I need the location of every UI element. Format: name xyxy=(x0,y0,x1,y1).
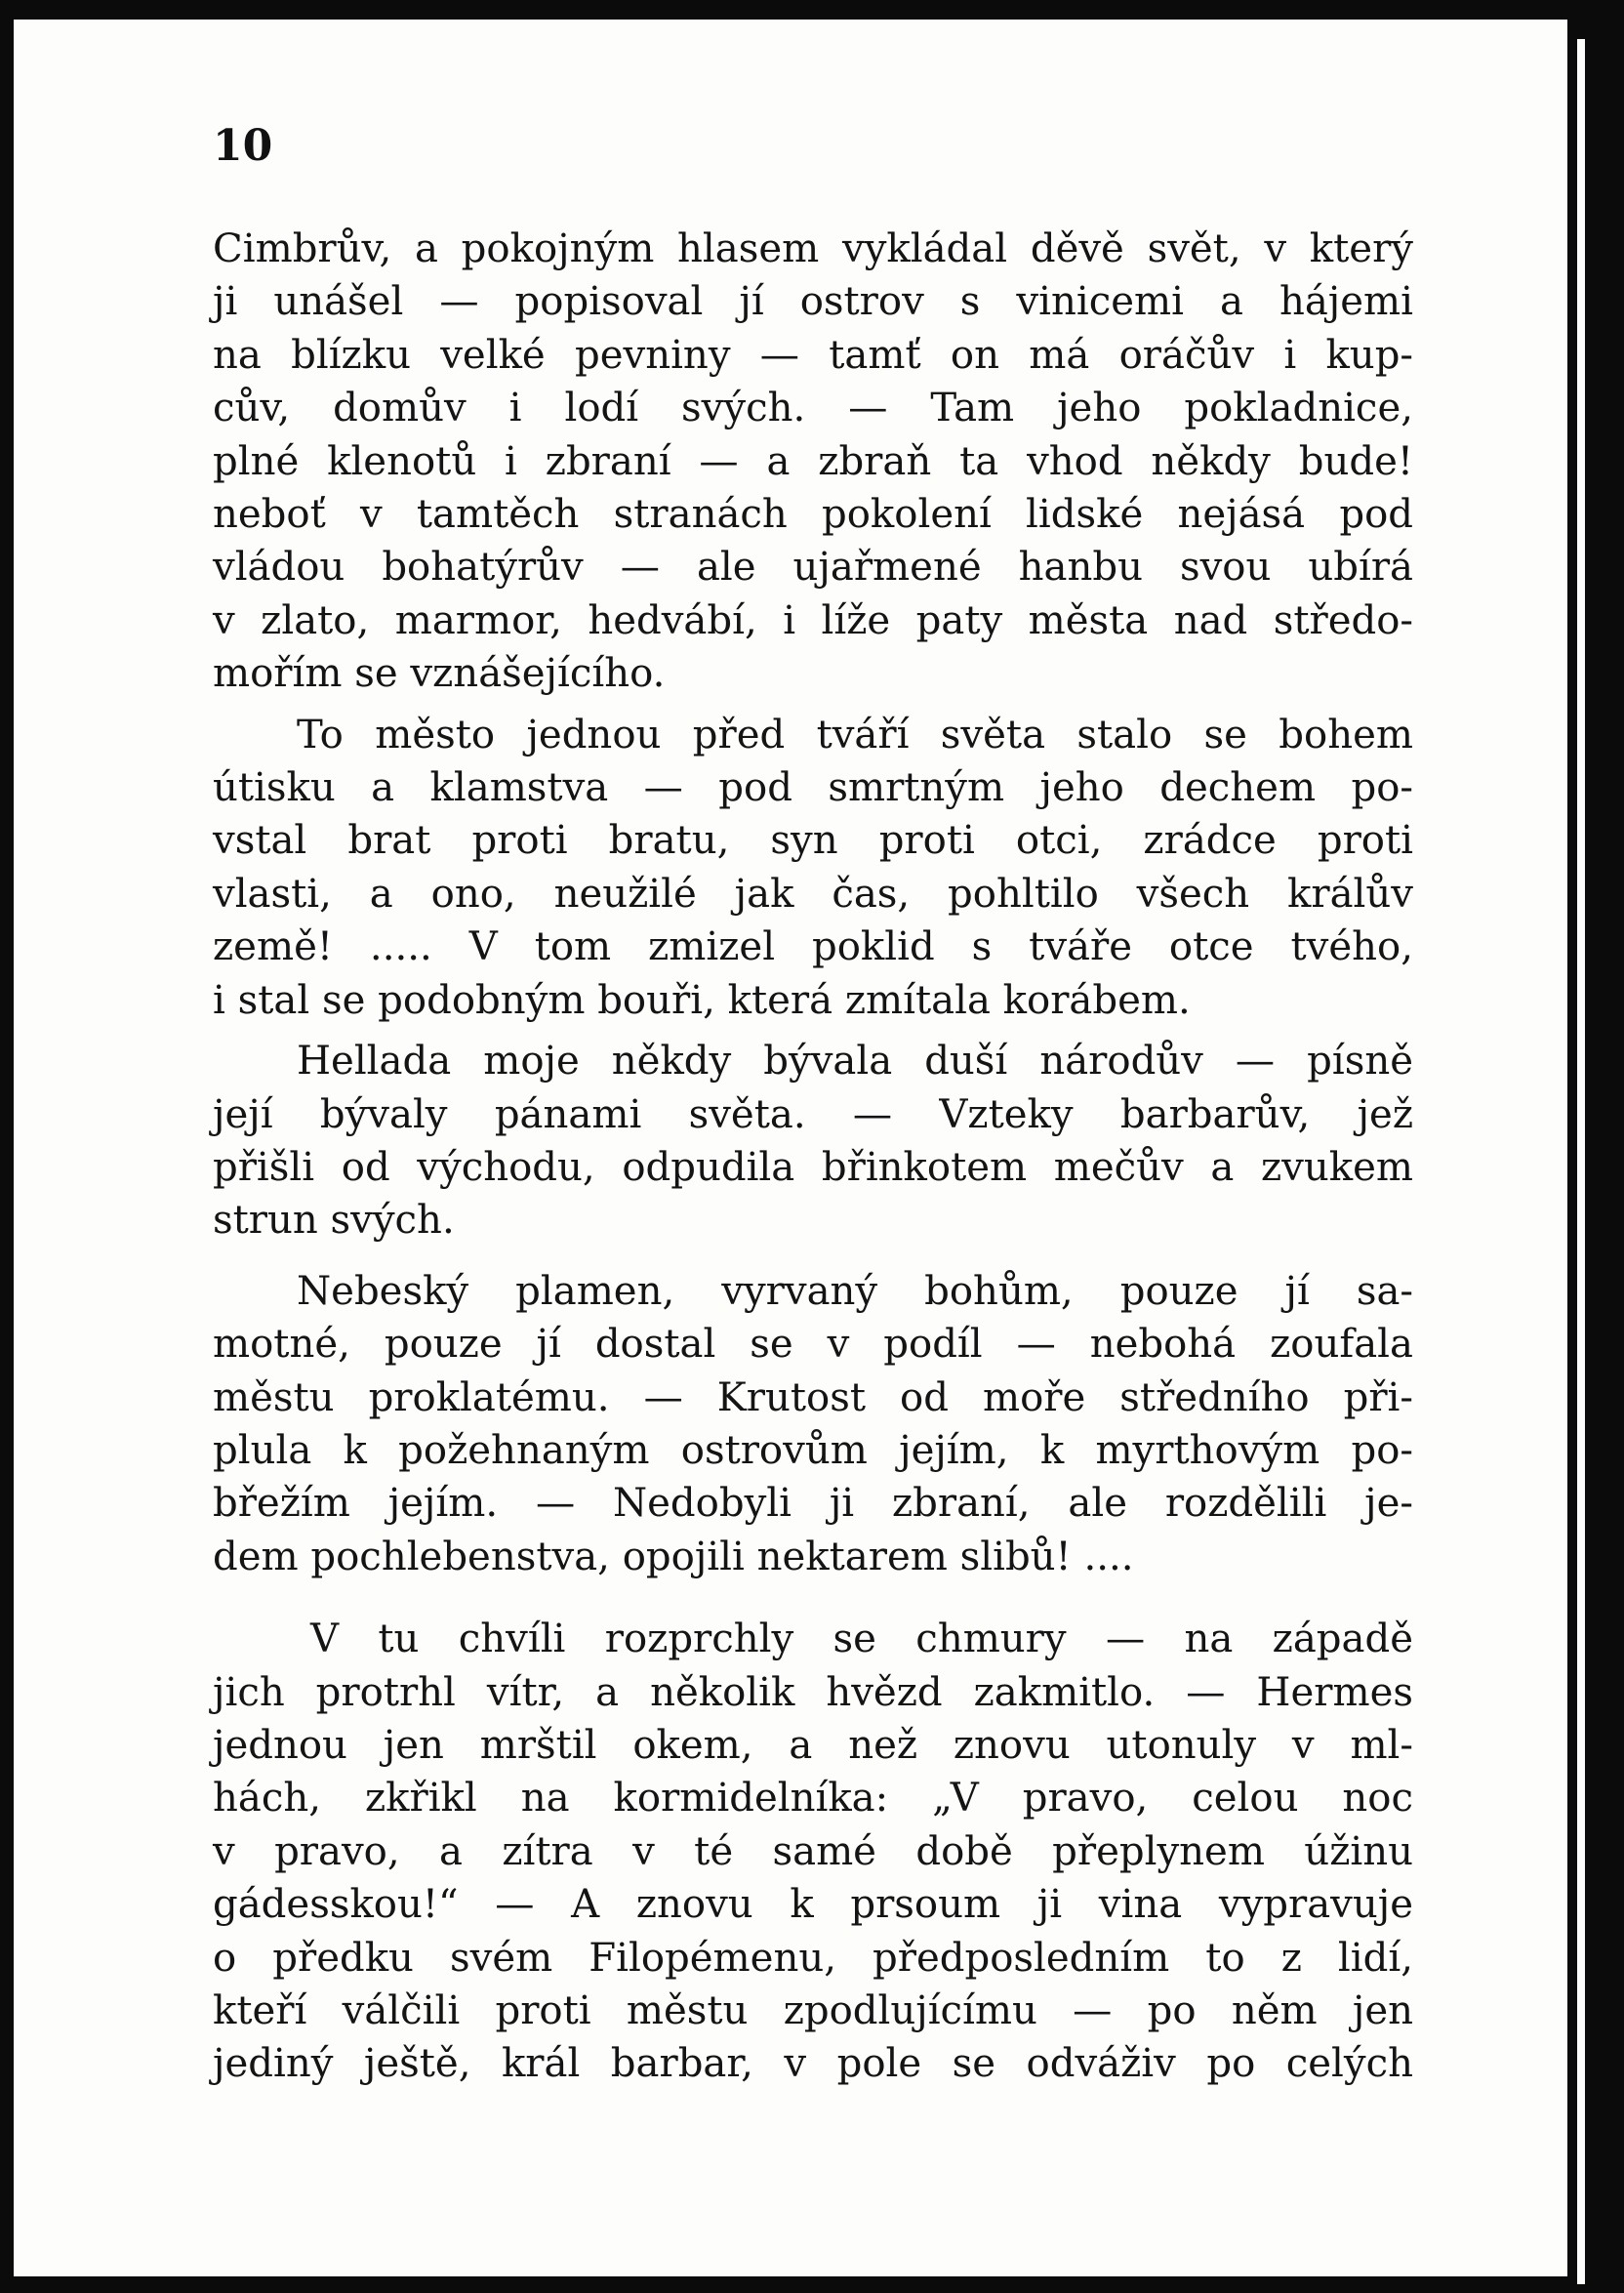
text-line: přišli od východu, odpudila břinkotem mečův a zvukem xyxy=(213,1144,1413,1190)
text-line: strun svých. xyxy=(213,1198,455,1244)
paragraph-1 xyxy=(213,223,1413,701)
text-line: jediný ještě, král barbar, v pole se odváživ po celých xyxy=(213,2041,1413,2087)
text-line: země! ..... V tom zmizel poklid s tváře otce tvého, xyxy=(213,924,1413,970)
text-line: motné, pouze jí dostal se v podíl — nebohá zoufala xyxy=(213,1322,1413,1368)
text-line: v pravo, a zítra v té samé době přeplynem úžinu xyxy=(213,1828,1413,1874)
text-line: o předku svém Filopémenu, předposledním to z lidí, xyxy=(213,1935,1413,1981)
text-line: gádesskou!“ — A znovu k prsoum ji vina vypravuje xyxy=(213,1882,1413,1928)
text-line: dem pochlebenstva, opojili nektarem slibů! .... xyxy=(213,1534,1134,1579)
text-line: vládou bohatýrův — ale ujařmené hanbu svou ubírá xyxy=(213,545,1413,591)
page-edge xyxy=(1567,0,1624,2293)
text-line: V tu chvíli rozprchly se chmury — na západě xyxy=(310,1617,1413,1662)
text-line: neboť v tamtěch stranách pokolení lidské nejásá pod xyxy=(213,492,1413,538)
text-line: plula k požehnaným ostrovům jejím, k myrthovým po- xyxy=(213,1427,1413,1473)
text-line: plné klenotů i zbraní — a zbraň ta vhod někdy bude! xyxy=(213,438,1413,484)
text-line: na blízku velké pevniny — tamť on má oráčův i kup- xyxy=(213,332,1413,378)
text-line: kteří válčili proti městu zpodlujícímu — po něm jen xyxy=(213,1988,1413,2033)
text-line: To město jednou před tváří světa stalo se bohem xyxy=(297,712,1413,758)
text-line: cův, domův i lodí svých. — Tam jeho pokladnice, xyxy=(213,386,1413,431)
text-line: Nebeský plamen, vyrvaný bohům, pouze jí sa- xyxy=(297,1268,1413,1314)
text-line: ji unášel — popisoval jí ostrov s vinicemi a hájemi xyxy=(213,279,1413,325)
text-line: břežím jejím. — Nedobyli ji zbraní, ale rozdělili je- xyxy=(213,1481,1413,1527)
text-line: Hellada moje někdy bývala duší národův — písně xyxy=(297,1039,1413,1085)
text-line: i stal se podobným bouři, která zmítala korábem. xyxy=(213,977,1191,1023)
text-line: vstal brat proti bratu, syn proti otci, zrádce proti xyxy=(213,818,1413,864)
text-line: vlasti, a ono, neužilé jak čas, pohltilo všech králův xyxy=(213,871,1413,917)
text-line: Cimbrův, a pokojným hlasem vykládal děvě svět, v který xyxy=(213,226,1413,271)
text-line: městu proklatému. — Krutost od moře středního při- xyxy=(213,1374,1413,1420)
paragraph-2 xyxy=(213,709,1413,1027)
text-line: jednou jen mrštil okem, a než znovu utonuly v ml- xyxy=(213,1722,1413,1768)
paragraph-5 xyxy=(213,1613,1413,2091)
text-line: jich protrhl vítr, a několik hvězd zakmitlo. — Hermes xyxy=(213,1669,1413,1715)
text-line: mořím se vznášejícího. xyxy=(213,651,666,697)
text-line: v zlato, marmor, hedvábí, i líže paty města nad středo- xyxy=(213,597,1413,643)
page-number: 10 xyxy=(213,121,273,171)
paragraph-3 xyxy=(213,1035,1413,1248)
text-line: útisku a klamstva — pod smrtným jeho dechem po- xyxy=(213,765,1413,811)
body-text xyxy=(213,223,1413,2091)
text-line: hách, zkřikl na kormidelníka: „V pravo, celou noc xyxy=(213,1776,1413,1822)
text-line: její bývaly pánami světa. — Vzteky barbarův, jež xyxy=(213,1091,1413,1137)
paragraph-4 xyxy=(213,1265,1413,1583)
next-page-edge xyxy=(1577,39,1585,2284)
